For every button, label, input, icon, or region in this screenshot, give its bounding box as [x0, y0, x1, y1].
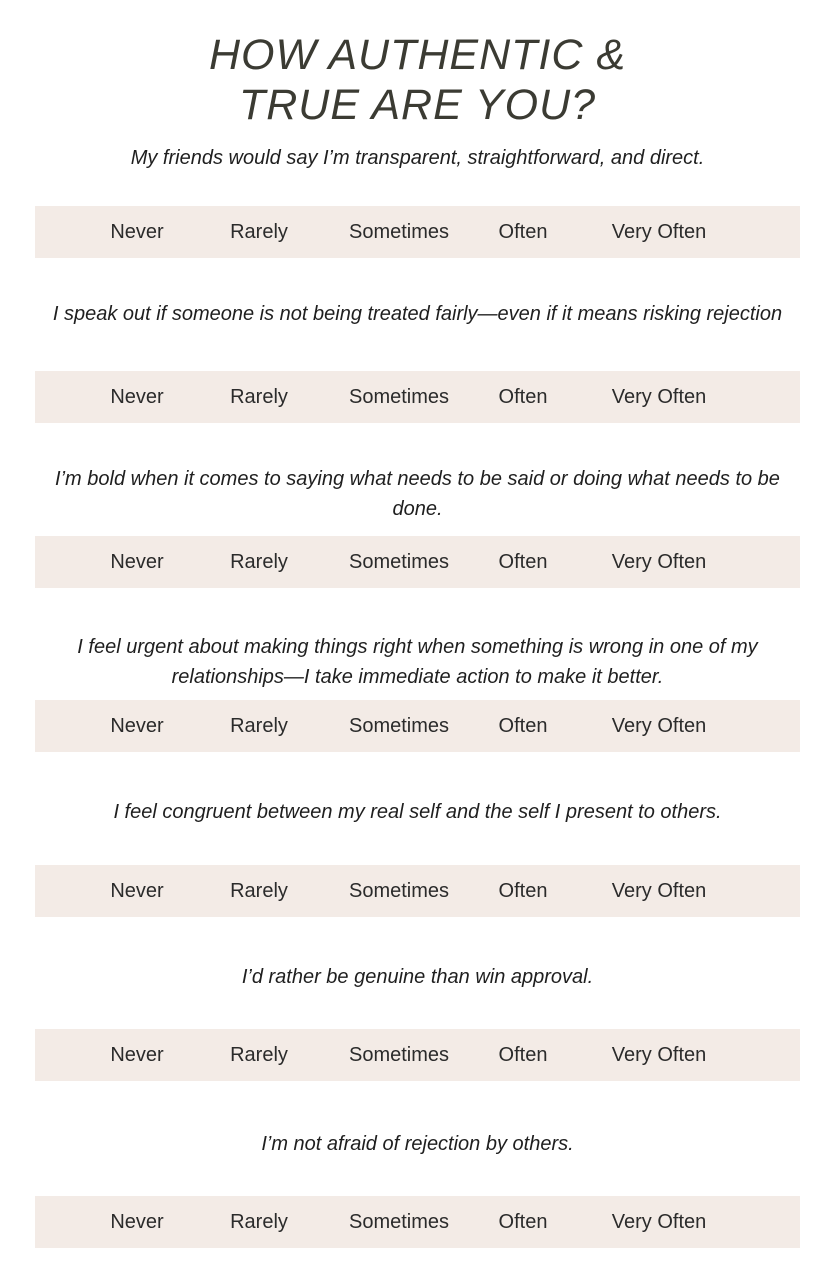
option-never[interactable]: Never — [110, 715, 164, 737]
option-sometimes[interactable]: Sometimes — [348, 1044, 450, 1066]
option-sometimes[interactable]: Sometimes — [348, 880, 450, 902]
option-rarely[interactable]: Rarely — [230, 386, 288, 408]
option-rarely[interactable]: Rarely — [230, 715, 288, 737]
option-often[interactable]: Often — [498, 1044, 548, 1066]
option-often[interactable]: Often — [498, 880, 548, 902]
option-rarely[interactable]: Rarely — [230, 1211, 288, 1233]
option-rarely[interactable]: Rarely — [230, 880, 288, 902]
question-2-scale — [35, 371, 800, 423]
title-line-2: TRUE ARE YOU? — [238, 81, 597, 129]
option-often[interactable]: Often — [498, 551, 548, 573]
question-2-text: I speak out if someone is not being treated fairly—even if it means risking rejection — [52, 303, 783, 325]
option-never[interactable]: Never — [110, 386, 164, 408]
option-never[interactable]: Never — [110, 1044, 164, 1066]
question-7-scale — [35, 1196, 800, 1248]
option-rarely[interactable]: Rarely — [230, 221, 288, 243]
option-rarely[interactable]: Rarely — [230, 551, 288, 573]
question-5-scale — [35, 865, 800, 917]
question-6-text: I’d rather be genuine than win approval. — [241, 966, 594, 988]
question-7-text: I’m not afraid of rejection by others. — [261, 1133, 574, 1155]
option-often[interactable]: Often — [498, 715, 548, 737]
option-very-often[interactable]: Very Often — [611, 386, 707, 408]
option-sometimes[interactable]: Sometimes — [348, 1211, 450, 1233]
option-very-often[interactable]: Very Often — [611, 551, 707, 573]
option-sometimes[interactable]: Sometimes — [348, 221, 450, 243]
option-very-often[interactable]: Very Often — [611, 1211, 707, 1233]
option-never[interactable]: Never — [110, 880, 164, 902]
option-very-often[interactable]: Very Often — [611, 715, 707, 737]
option-sometimes[interactable]: Sometimes — [348, 551, 450, 573]
option-rarely[interactable]: Rarely — [230, 1044, 288, 1066]
question-5-text: I feel congruent between my real self and the self I present to others. — [113, 801, 722, 823]
option-never[interactable]: Never — [110, 221, 164, 243]
option-never[interactable]: Never — [110, 1211, 164, 1233]
option-very-often[interactable]: Very Often — [611, 1044, 707, 1066]
option-very-often[interactable]: Very Often — [611, 880, 707, 902]
option-very-often[interactable]: Very Often — [611, 221, 707, 243]
option-never[interactable]: Never — [110, 551, 164, 573]
question-4-text: I feel urgent about making things right when something is wrong in one of my relationships—I take immediate action to make it better. — [77, 636, 758, 688]
option-sometimes[interactable]: Sometimes — [348, 715, 450, 737]
option-often[interactable]: Often — [498, 1211, 548, 1233]
question-3-text: I’m bold when it comes to saying what needs to be said or doing what needs to be done. — [55, 468, 780, 520]
question-4-scale — [35, 700, 800, 752]
option-sometimes[interactable]: Sometimes — [348, 386, 450, 408]
question-1-text: My friends would say I’m transparent, straightforward, and direct. — [130, 147, 705, 169]
option-often[interactable]: Often — [498, 386, 548, 408]
option-often[interactable]: Often — [498, 221, 548, 243]
question-6-scale — [35, 1029, 800, 1081]
title-line-1: HOW AUTHENTIC & — [208, 31, 627, 79]
question-1-scale — [35, 206, 800, 258]
page-title — [0, 30, 825, 130]
question-3-scale — [35, 536, 800, 588]
